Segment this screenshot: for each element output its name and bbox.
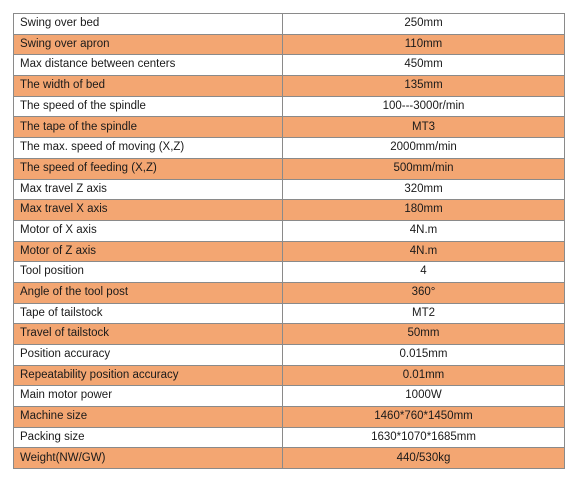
spec-label: Tool position (14, 262, 283, 283)
spec-value: 4N.m (283, 220, 565, 241)
spec-row-position-accuracy (14, 345, 565, 366)
spec-value: 4N.m (283, 241, 565, 262)
spec-label: Position accuracy (14, 345, 283, 366)
spec-value: 440/530kg (283, 448, 565, 469)
spec-label: Repeatability position accuracy (14, 365, 283, 386)
spec-table-body (14, 14, 565, 469)
spec-row-tailstock-travel (14, 324, 565, 345)
spec-row-repeatability-accuracy (14, 365, 565, 386)
spec-label: Main motor power (14, 386, 283, 407)
spec-value: 110mm (283, 34, 565, 55)
spec-value: 2000mm/min (283, 138, 565, 159)
spec-value: 0.01mm (283, 365, 565, 386)
spec-row-width-of-bed (14, 76, 565, 97)
spec-value: 500mm/min (283, 158, 565, 179)
spec-row-max-moving-speed (14, 138, 565, 159)
spec-label: Weight(NW/GW) (14, 448, 283, 469)
spec-row-weight (14, 448, 565, 469)
spec-label: Angle of the tool post (14, 282, 283, 303)
spec-row-max-travel-x (14, 200, 565, 221)
spec-value: 1630*1070*1685mm (283, 427, 565, 448)
spec-value: 135mm (283, 76, 565, 97)
spec-label: The speed of feeding (X,Z) (14, 158, 283, 179)
spec-row-max-travel-z (14, 179, 565, 200)
spec-row-swing-over-apron (14, 34, 565, 55)
spec-label: Motor of Z axis (14, 241, 283, 262)
spec-label: Max distance between centers (14, 55, 283, 76)
spec-label: Packing size (14, 427, 283, 448)
spec-row-swing-over-bed (14, 14, 565, 35)
spec-row-feeding-speed (14, 158, 565, 179)
spec-value: 50mm (283, 324, 565, 345)
spec-label: Swing over apron (14, 34, 283, 55)
spec-label: Max travel Z axis (14, 179, 283, 200)
spec-row-packing-size (14, 427, 565, 448)
spec-label: The tape of the spindle (14, 117, 283, 138)
spec-value: 0.015mm (283, 345, 565, 366)
spec-value: 100---3000r/min (283, 96, 565, 117)
spec-label: The speed of the spindle (14, 96, 283, 117)
spec-label: The width of bed (14, 76, 283, 97)
spec-value: 180mm (283, 200, 565, 221)
spec-value: MT3 (283, 117, 565, 138)
spec-label: Swing over bed (14, 14, 283, 35)
spec-label: Machine size (14, 407, 283, 428)
spec-value: 250mm (283, 14, 565, 35)
spec-label: Max travel X axis (14, 200, 283, 221)
spec-value: 1000W (283, 386, 565, 407)
spec-label: Motor of X axis (14, 220, 283, 241)
spec-label: The max. speed of moving (X,Z) (14, 138, 283, 159)
spec-label: Tape of tailstock (14, 303, 283, 324)
spec-table (13, 13, 565, 469)
spec-row-spindle-speed (14, 96, 565, 117)
spec-value: MT2 (283, 303, 565, 324)
spec-row-tool-post-angle (14, 282, 565, 303)
spec-row-motor-z (14, 241, 565, 262)
spec-row-motor-x (14, 220, 565, 241)
spec-label: Travel of tailstock (14, 324, 283, 345)
spec-value: 4 (283, 262, 565, 283)
spec-row-tailstock-tape (14, 303, 565, 324)
spec-value: 320mm (283, 179, 565, 200)
spec-row-main-motor-power (14, 386, 565, 407)
spec-row-machine-size (14, 407, 565, 428)
spec-value: 360° (283, 282, 565, 303)
spec-value: 1460*760*1450mm (283, 407, 565, 428)
spec-row-tool-position (14, 262, 565, 283)
spec-row-max-distance-between-centers (14, 55, 565, 76)
spec-value: 450mm (283, 55, 565, 76)
spec-row-spindle-tape (14, 117, 565, 138)
